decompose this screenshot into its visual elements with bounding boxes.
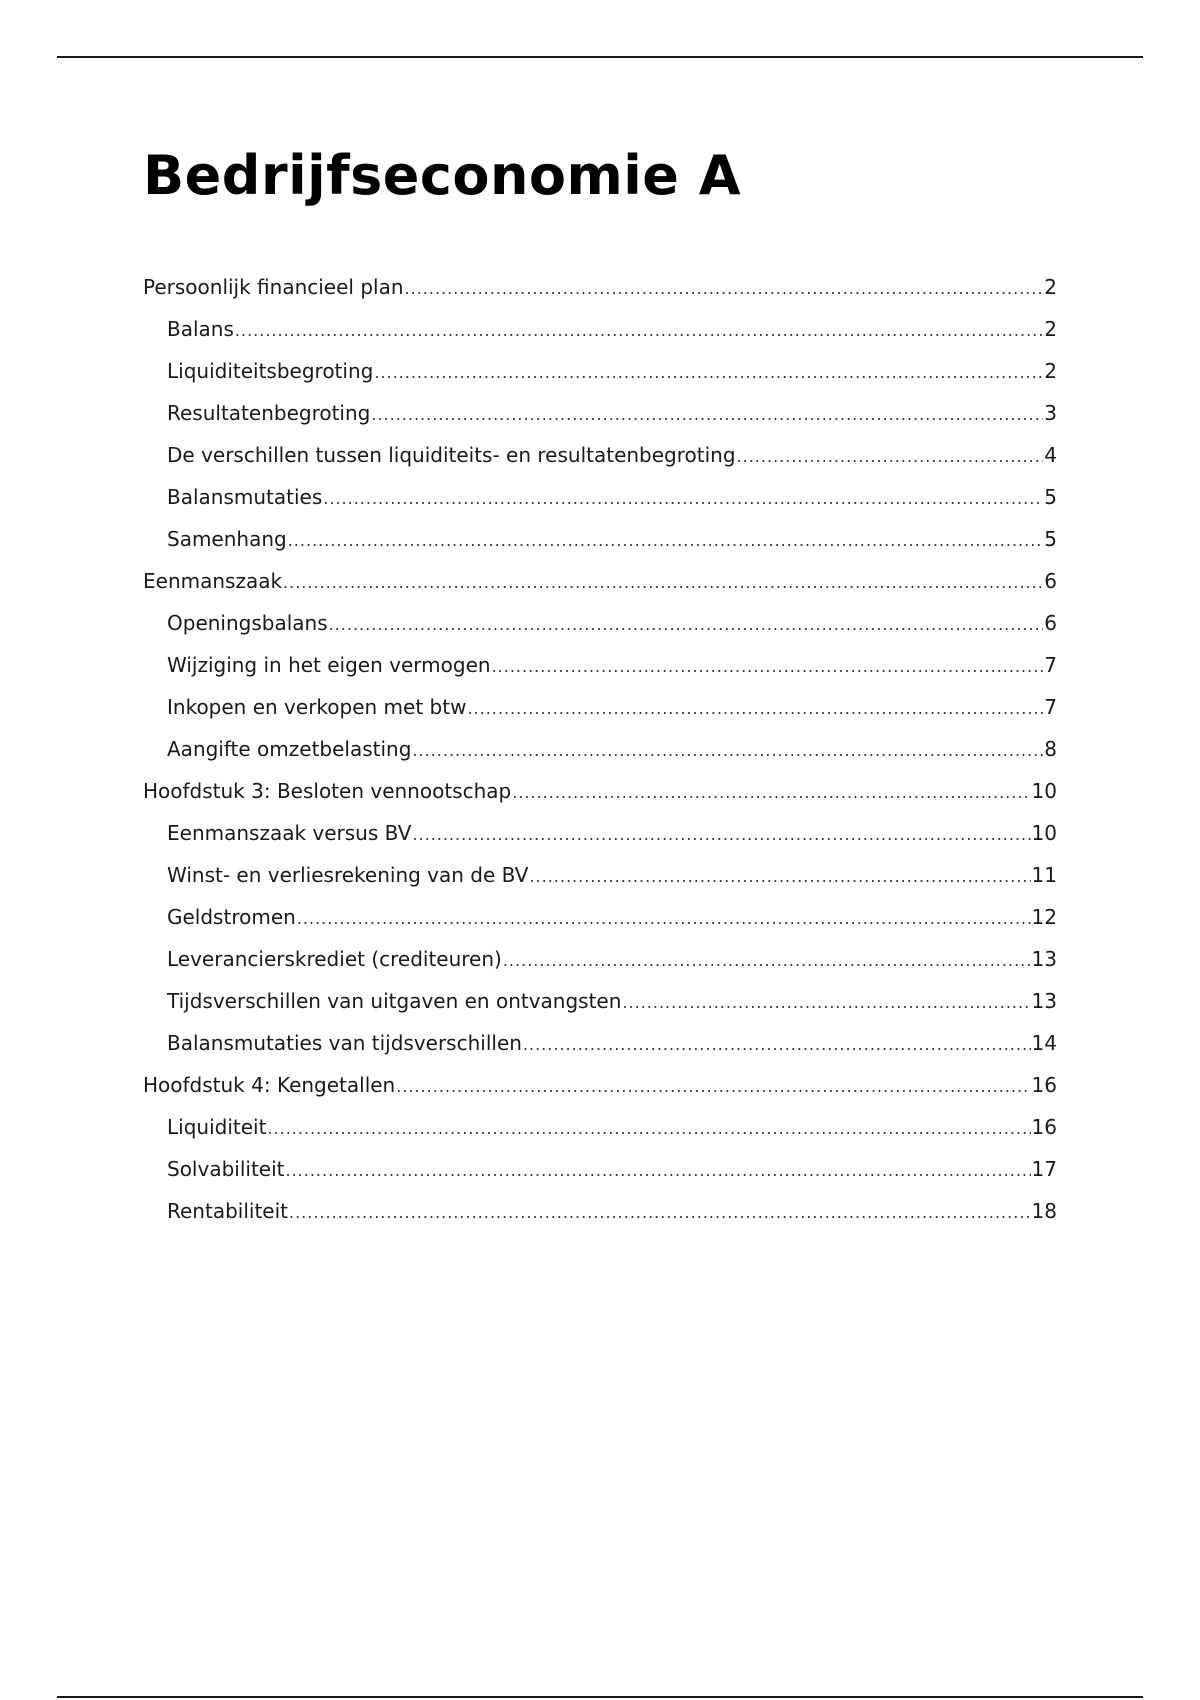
toc-entry-title: Aangifte omzetbelasting xyxy=(167,737,412,761)
toc-entry-title: Resultatenbegroting xyxy=(167,401,371,425)
toc-entry-title: Samenhang xyxy=(167,527,287,551)
toc-page-number: 7 xyxy=(1044,695,1057,719)
toc-page-number: 6 xyxy=(1044,611,1057,635)
toc-entry[interactable] xyxy=(143,266,1057,308)
toc-entry[interactable] xyxy=(143,602,1057,644)
toc-dot-leader xyxy=(412,730,1043,772)
document-title: Bedrijfseconomie A xyxy=(143,144,741,207)
toc-entry-title: Wijziging in het eigen vermogen xyxy=(167,653,491,677)
toc-page-number: 5 xyxy=(1044,527,1057,551)
toc-dot-leader xyxy=(622,982,1030,1024)
toc-page-number: 2 xyxy=(1044,317,1057,341)
toc-dot-leader xyxy=(288,520,1044,562)
toc-entry[interactable] xyxy=(143,560,1057,602)
toc-page-number: 8 xyxy=(1044,737,1057,761)
toc-dot-leader xyxy=(737,436,1044,478)
toc-entry[interactable] xyxy=(143,518,1057,560)
toc-entry[interactable] xyxy=(143,770,1057,812)
toc-entry-title: Geldstromen xyxy=(167,905,296,929)
toc-entry-title: Inkopen en verkopen met btw xyxy=(167,695,467,719)
toc-page-number: 10 xyxy=(1031,821,1057,845)
toc-dot-leader xyxy=(374,352,1043,394)
toc-page-number: 16 xyxy=(1031,1073,1057,1097)
toc-entry[interactable] xyxy=(143,1148,1057,1190)
toc-dot-leader xyxy=(467,688,1043,730)
toc-entry-title: Openingsbalans xyxy=(167,611,328,635)
toc-dot-leader xyxy=(412,814,1030,856)
toc-dot-leader xyxy=(405,268,1044,310)
toc-entry[interactable] xyxy=(143,938,1057,980)
footer-rule xyxy=(57,1696,1143,1698)
toc-entry[interactable] xyxy=(143,308,1057,350)
toc-entry[interactable] xyxy=(143,1022,1057,1064)
toc-entry[interactable] xyxy=(143,812,1057,854)
toc-entry[interactable] xyxy=(143,728,1057,770)
toc-entry-title: Hoofdstuk 4: Kengetallen xyxy=(143,1073,396,1097)
toc-dot-leader xyxy=(529,856,1030,898)
toc-dot-leader xyxy=(289,1192,1031,1234)
toc-page-number: 14 xyxy=(1031,1031,1057,1055)
toc-entry[interactable] xyxy=(143,476,1057,518)
toc-dot-leader xyxy=(286,1150,1031,1192)
toc-page-number: 13 xyxy=(1031,947,1057,971)
toc-page-number: 4 xyxy=(1044,443,1057,467)
toc-page-number: 18 xyxy=(1031,1199,1057,1223)
toc-page-number: 17 xyxy=(1031,1157,1057,1181)
toc-entry-title: Leverancierskrediet (crediteuren) xyxy=(167,947,502,971)
toc-entry[interactable] xyxy=(143,1106,1057,1148)
toc-dot-leader xyxy=(512,772,1030,814)
toc-page-number: 5 xyxy=(1044,485,1057,509)
toc-page-number: 16 xyxy=(1031,1115,1057,1139)
toc-page-number: 2 xyxy=(1044,275,1057,299)
toc-page-number: 12 xyxy=(1031,905,1057,929)
toc-dot-leader xyxy=(267,1108,1030,1150)
toc-entry-title: Balansmutaties xyxy=(167,485,323,509)
toc-entry-title: Liquiditeit xyxy=(167,1115,267,1139)
header-rule xyxy=(57,56,1143,58)
toc-entry-title: Balans xyxy=(167,317,234,341)
toc-entry-title: Solvabiliteit xyxy=(167,1157,285,1181)
toc-entry[interactable] xyxy=(143,1190,1057,1232)
toc-page-number: 11 xyxy=(1031,863,1057,887)
toc-entry-title: Liquiditeitsbegroting xyxy=(167,359,374,383)
toc-dot-leader xyxy=(329,604,1044,646)
toc-page-number: 6 xyxy=(1044,569,1057,593)
toc-entry[interactable] xyxy=(143,350,1057,392)
toc-entry-title: Hoofdstuk 3: Besloten vennootschap xyxy=(143,779,512,803)
toc-entry[interactable] xyxy=(143,980,1057,1022)
toc-entry[interactable] xyxy=(143,1064,1057,1106)
toc-entry-title: Rentabiliteit xyxy=(167,1199,288,1223)
toc-dot-leader xyxy=(503,940,1031,982)
toc-dot-leader xyxy=(323,478,1043,520)
toc-entry[interactable] xyxy=(143,854,1057,896)
toc-entry-title: Eenmanszaak versus BV xyxy=(167,821,412,845)
toc-entry-title: Persoonlijk financieel plan xyxy=(143,275,404,299)
toc-dot-leader xyxy=(371,394,1043,436)
toc-entry-title: De verschillen tussen liquiditeits- en resultatenbegroting xyxy=(167,443,736,467)
toc-dot-leader xyxy=(283,562,1043,604)
toc-entry[interactable] xyxy=(143,686,1057,728)
toc-entry-title: Balansmutaties van tijdsverschillen xyxy=(167,1031,522,1055)
toc-page-number: 13 xyxy=(1031,989,1057,1013)
toc-dot-leader xyxy=(297,898,1031,940)
toc-page-number: 2 xyxy=(1044,359,1057,383)
toc-entry-title: Eenmanszaak xyxy=(143,569,283,593)
toc-entry-title: Tijdsverschillen van uitgaven en ontvangsten xyxy=(167,989,622,1013)
toc-page-number: 10 xyxy=(1031,779,1057,803)
toc-dot-leader xyxy=(235,310,1043,352)
toc-entry[interactable] xyxy=(143,434,1057,476)
toc-entry-title: Winst- en verliesrekening van de BV xyxy=(167,863,529,887)
toc-entry[interactable] xyxy=(143,392,1057,434)
toc-dot-leader xyxy=(523,1024,1031,1066)
toc-entry[interactable] xyxy=(143,896,1057,938)
toc-dot-leader xyxy=(492,646,1044,688)
toc-dot-leader xyxy=(396,1066,1030,1108)
toc-page-number: 3 xyxy=(1044,401,1057,425)
toc-page-number: 7 xyxy=(1044,653,1057,677)
table-of-contents xyxy=(143,266,1057,1232)
toc-entry[interactable] xyxy=(143,644,1057,686)
